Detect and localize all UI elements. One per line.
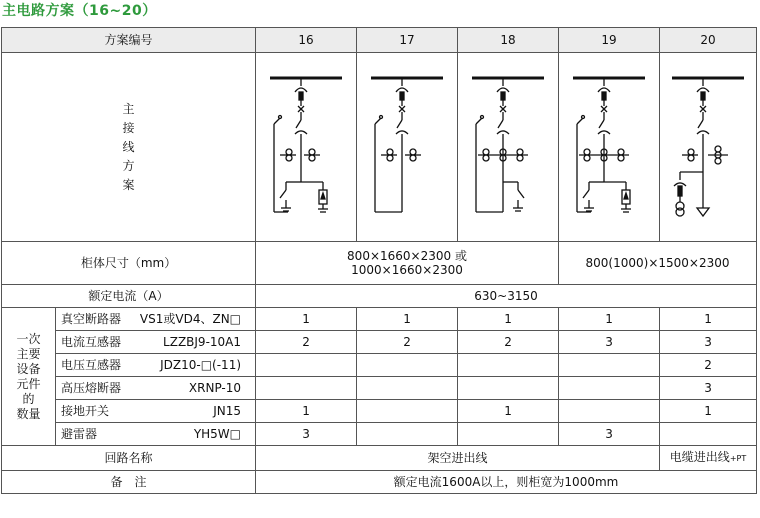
equipment-model: LZZBJ9-10A1 (163, 335, 242, 349)
scheme-number-20: 20 (660, 28, 757, 53)
equipment-model: XRNP-10 (188, 381, 242, 395)
header-label: 方案编号 (2, 28, 256, 53)
diagram-cell-17 (357, 53, 458, 242)
cabinet-size-row (2, 242, 757, 285)
equipment-count (559, 354, 660, 377)
equipment-count (256, 354, 357, 377)
circuit-name-value-b-suffix: +PT (729, 454, 747, 463)
equipment-count (357, 400, 458, 423)
equipment-row (2, 308, 757, 331)
equipment-count: 1 (357, 308, 458, 331)
equipment-count: 3 (660, 331, 757, 354)
diagram-row-label (2, 53, 256, 242)
equipment-count: 3 (559, 331, 660, 354)
equipment-group-text: 一次 主要 设备 元件 的 数量 (16, 331, 41, 421)
equipment-count: 1 (256, 308, 357, 331)
header-row (2, 28, 757, 53)
diagram-label-char: 主 (122, 101, 135, 116)
equipment-count (559, 377, 660, 400)
scheme-number-18: 18 (458, 28, 559, 53)
equipment-count (357, 423, 458, 446)
equipment-name: 接地开关 (61, 404, 110, 418)
equipment-count: 3 (559, 423, 660, 446)
equipment-count: 2 (660, 354, 757, 377)
diagram-label-char: 方 (122, 158, 135, 173)
page-title: 主电路方案（16~20） (2, 3, 157, 19)
equipment-count (458, 423, 559, 446)
equipment-row (2, 331, 757, 354)
equipment-name-cell (56, 400, 256, 423)
equipment-count: 1 (256, 400, 357, 423)
equipment-model: VS1或VD4、ZN□ (139, 312, 242, 326)
equipment-count (458, 354, 559, 377)
scheme-number-17: 17 (357, 28, 458, 53)
equipment-name: 高压熔断器 (61, 381, 122, 395)
equipment-group-label (2, 308, 56, 446)
equipment-count: 1 (660, 308, 757, 331)
diagram-cell-18 (458, 53, 559, 242)
equipment-name: 真空断路器 (61, 312, 122, 326)
schematic-20 (668, 62, 748, 232)
circuit-name-value-b-cell (660, 446, 757, 471)
remarks-row (2, 471, 757, 494)
equipment-count: 3 (256, 423, 357, 446)
equipment-name: 避雷器 (61, 427, 98, 441)
equipment-count (660, 423, 757, 446)
schematic-19 (569, 62, 649, 232)
equipment-model: JN15 (213, 404, 242, 418)
schematic-16 (266, 62, 346, 232)
scheme-number-16: 16 (256, 28, 357, 53)
equipment-name-cell (56, 331, 256, 354)
equipment-count (458, 377, 559, 400)
equipment-count: 1 (458, 400, 559, 423)
equipment-count (357, 354, 458, 377)
rated-current-value: 630~3150 (256, 285, 757, 308)
rated-current-label: 额定电流（A） (2, 285, 256, 308)
equipment-name-cell (56, 377, 256, 400)
circuit-name-label: 回路名称 (2, 446, 256, 471)
equipment-count (559, 400, 660, 423)
equipment-row (2, 377, 757, 400)
equipment-row (2, 354, 757, 377)
equipment-count: 2 (357, 331, 458, 354)
circuit-name-row (2, 446, 757, 471)
diagram-row (2, 53, 757, 242)
rated-current-row (2, 285, 757, 308)
equipment-name-cell (56, 308, 256, 331)
cabinet-size-value-a: 800×1660×2300 或 1000×1660×2300 (256, 242, 559, 285)
remarks-value: 额定电流1600A以上，则柜宽为1000mm (256, 471, 757, 494)
schematic-18 (468, 62, 548, 232)
equipment-name-cell (56, 354, 256, 377)
equipment-count (256, 377, 357, 400)
circuit-name-value-a: 架空进出线 (256, 446, 660, 471)
circuit-name-value-b: 电缆进出线 (669, 450, 730, 464)
diagram-cell-19 (559, 53, 660, 242)
equipment-count: 2 (256, 331, 357, 354)
equipment-model: YH5W□ (193, 427, 242, 441)
scheme-spec-table (1, 27, 757, 494)
remarks-label: 备 注 (2, 471, 256, 494)
equipment-count: 1 (559, 308, 660, 331)
scheme-number-19: 19 (559, 28, 660, 53)
schematic-17 (367, 62, 447, 232)
diagram-cell-20 (660, 53, 757, 242)
cabinet-size-label: 柜体尺寸（mm） (2, 242, 256, 285)
cabinet-size-value-b: 800(1000)×1500×2300 (559, 242, 757, 285)
equipment-model: JDZ10-□(-11) (160, 358, 242, 372)
equipment-name-cell (56, 423, 256, 446)
equipment-count: 1 (660, 400, 757, 423)
equipment-name: 电流互感器 (61, 335, 122, 349)
diagram-label-char: 接 (122, 120, 135, 135)
diagram-cell-16 (256, 53, 357, 242)
equipment-count (357, 377, 458, 400)
equipment-count: 2 (458, 331, 559, 354)
equipment-row (2, 400, 757, 423)
diagram-label-char: 线 (122, 139, 135, 154)
equipment-count: 3 (660, 377, 757, 400)
diagram-label-char: 案 (122, 177, 135, 192)
equipment-name: 电压互感器 (61, 358, 122, 372)
equipment-count: 1 (458, 308, 559, 331)
equipment-row (2, 423, 757, 446)
